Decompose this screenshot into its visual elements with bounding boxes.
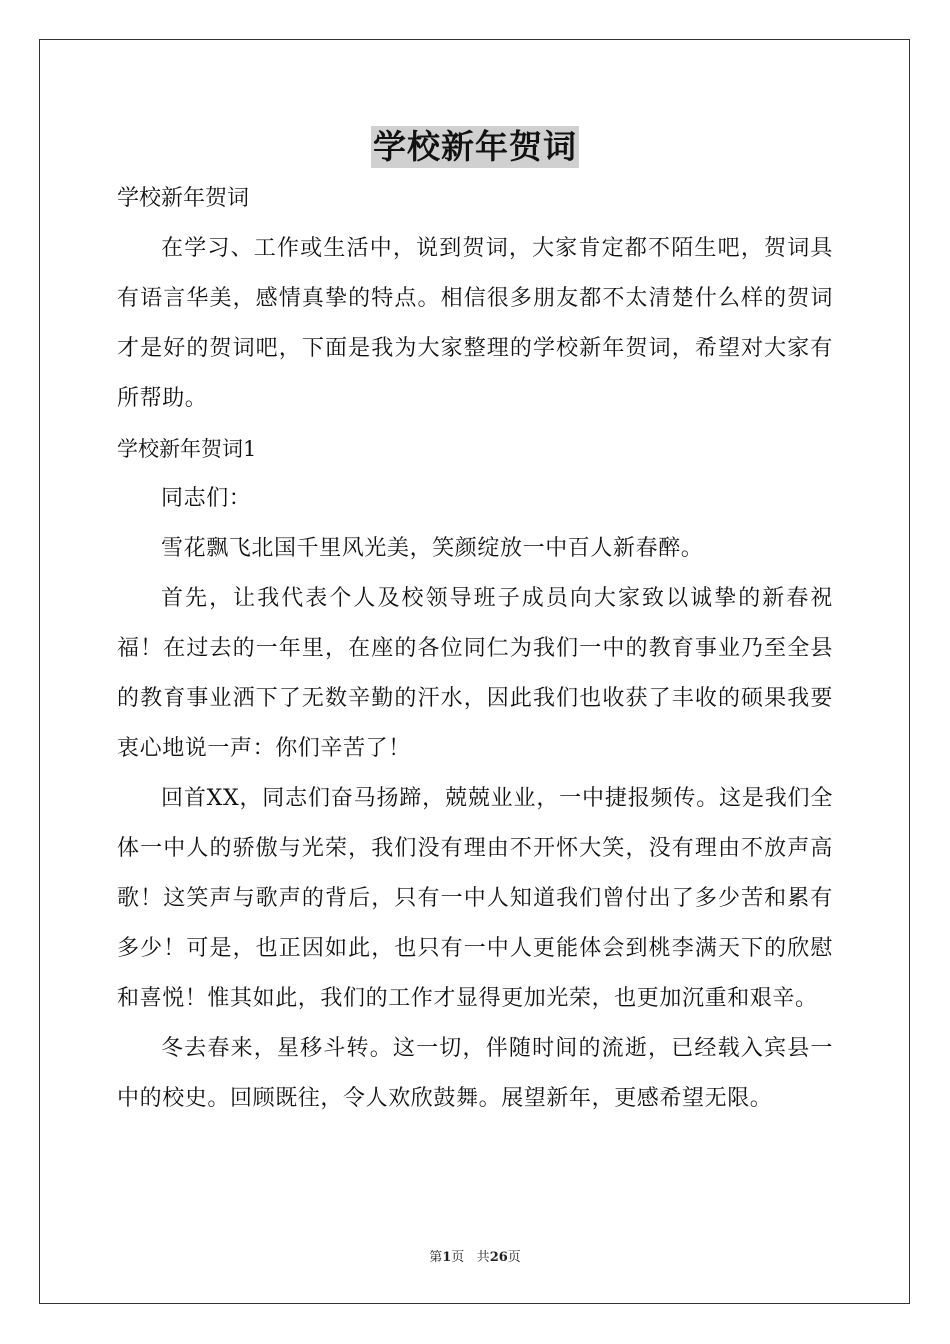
greeting-paragraph: 首先，让我代表个人及校领导班子成员向大家致以诚挚的新春祝福！在过去的一年里，在座的各位同仁为我们一中的教育事业乃至全县的教育事业洒下了无数辛勤的汗水，因此我们也收获了丰收的硕果我要衷心地说一声：你们辛苦了！ xyxy=(117,586,833,761)
document-title: 学校新年贺词 xyxy=(373,127,577,166)
salutation-paragraph: 同志们： xyxy=(161,486,252,511)
page-total: 26 xyxy=(489,1250,508,1265)
page-current: 1 xyxy=(442,1250,452,1265)
section-heading: 学校新年贺词1 xyxy=(117,437,257,461)
page-footer xyxy=(0,1246,950,1265)
review-paragraph: 回首XX，同志们奋马扬蹄，兢兢业业，一中捷报频传。这是我们全体一中人的骄傲与光荣，我们没有理由不开怀大笑，没有理由不放声高歌！这笑声与歌声的背后，只有一中人知道我们曾付出了多少苦和累有多少！可是，也正因如此，也只有一中人更能体会到桃李满天下的欣慰和喜悦！惟其如此，我们的工作才显得更加光荣，也更加沉重和艰辛。 xyxy=(117,786,833,1011)
intro-paragraph: 在学习、工作或生活中，说到贺词，大家肯定都不陌生吧，贺词具有语言华美，感情真挚的特点。相信很多朋友都不太清楚什么样的贺词才是好的贺词吧，下面是我为大家整理的学校新年贺词，希望对大家有所帮助。 xyxy=(117,236,833,411)
couplet-paragraph: 雪花飘飞北国千里风光美，笑颜绽放一中百人新春醉。 xyxy=(161,536,704,561)
total-prefix: 共 xyxy=(476,1250,490,1265)
page-prefix: 第 xyxy=(429,1250,443,1265)
document-body xyxy=(117,174,833,1124)
title-container xyxy=(0,126,950,168)
document-subtitle: 学校新年贺词 xyxy=(117,186,250,211)
outlook-paragraph: 冬去春来，星移斗转。这一切，伴随时间的流逝，已经载入宾县一中的校史。回顾既往，令人欢欣鼓舞。展望新年，更感希望无限。 xyxy=(117,1036,833,1111)
total-suffix: 页 xyxy=(507,1250,521,1265)
page-suffix: 页 xyxy=(451,1250,465,1265)
